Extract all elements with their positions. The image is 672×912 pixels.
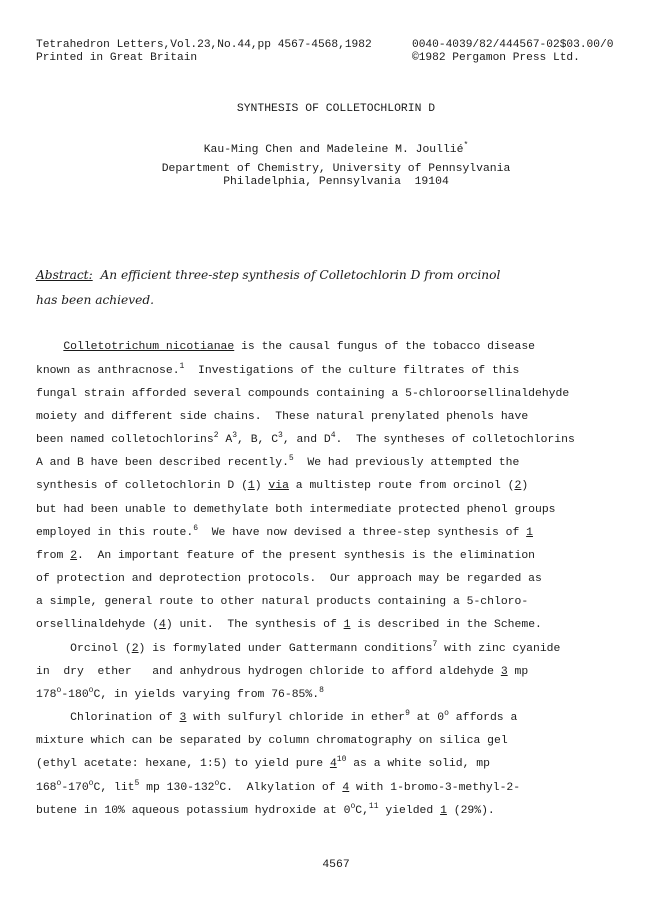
body-line: mixture which can be separated by column chromatography on silica gel — [36, 735, 508, 747]
author-mark: * — [463, 141, 469, 150]
author-names: Kau-Ming Chen and Madeleine M. Joullié — [203, 144, 464, 156]
header-citation: Tetrahedron Letters,Vol.23,No.44,pp 4567-4568,1982 — [36, 39, 372, 51]
body-line: Colletotrichum nicotianae is the causal fungus of the tobacco disease — [63, 341, 535, 353]
ref-sup: 1 — [179, 362, 185, 371]
abstract-text: An efficient three-step synthesis of Colletochlorin D from orcinol — [100, 268, 501, 282]
body-line: orsellinaldehyde (4) unit. The synthesis of 1 is described in the Scheme. — [36, 619, 542, 631]
body-line: Chlorination of 3 with sulfuryl chloride in ether$^9$ at 0$^o$ affords a — [36, 709, 518, 724]
body-line: Orcinol (2) is formylated under Gattermann conditions$^7$ with zinc cyanide — [36, 640, 561, 655]
abstract-line: has been achieved. — [36, 293, 155, 307]
body-line: (ethyl acetate: hexane, 1:5) to yield pure $4^{10}$ as a white solid, mp — [36, 755, 490, 770]
article-title: SYNTHESIS OF COLLETOCHLORIN D — [236, 103, 436, 115]
body-line: A and B have been described recently.$^5$ We had previously attempted the — [36, 454, 520, 469]
header-copyright: ©1982 Pergamon Press Ltd. — [412, 52, 580, 64]
body-line: from 2. An important feature of the present synthesis is the elimination — [36, 550, 536, 562]
abstract-label: Abstract: — [36, 268, 93, 282]
header-printed: Printed in Great Britain — [36, 52, 198, 64]
body-line: butene in 10% aqueous potassium hydroxide at 0$^o$C,$^{11}$ yielded 1 (29%). — [36, 802, 495, 817]
body-line: a simple, general route to other natural products containing a 5-chloro- — [36, 596, 529, 608]
body-line: in dry ether and anhydrous hydrogen chloride to afford aldehyde 3 mp — [36, 666, 529, 678]
body-line: but had been unable to demethylate both intermediate protected phenol groups — [36, 504, 556, 516]
header-code: 0040-4039/82/444567-02$03.00/0 — [412, 39, 614, 51]
body-line: 178$^o$-180$^o$C, in yields varying from 76-85%.$^8$ — [36, 686, 324, 701]
affiliation-line: Philadelphia, Pennsylvania 19104 — [223, 176, 449, 188]
body-line: moiety and different side chains. These natural prenylated phenols have — [36, 411, 529, 423]
body-line: 168$^o$-170$^o$C, lit$^5$ mp 130-132$^o$C. Alkylation of 4 with 1-bromo-3-methyl-2- — [36, 779, 521, 794]
body-line: employed in this route.$^6$ We have now devised a three-step synthesis of 1 — [36, 524, 533, 539]
page-number: 4567 — [322, 859, 350, 871]
authors — [0, 141, 672, 156]
affiliation-line: Department of Chemistry, University of Pennsylvania — [161, 163, 511, 175]
body-line: been named colletochlorins$^2$ $A^3$, B, $C^3$, and $D^4$. The syntheses of colletochlorins — [36, 431, 575, 446]
species-name: Colletotrichum nicotianae — [63, 341, 235, 353]
abstract-line — [36, 263, 646, 288]
body-line: of protection and deprotection protocols. Our approach may be regarded as — [36, 573, 542, 585]
body-line: synthesis of colletochlorin D (1) via a multistep route from orcinol (2) — [36, 480, 529, 492]
body-line: known as anthracnose.$^1$ Investigations of the culture filtrates of this — [36, 362, 520, 377]
body-line: fungal strain afforded several compounds containing a 5-chloroorsellinaldehyde — [36, 388, 570, 400]
